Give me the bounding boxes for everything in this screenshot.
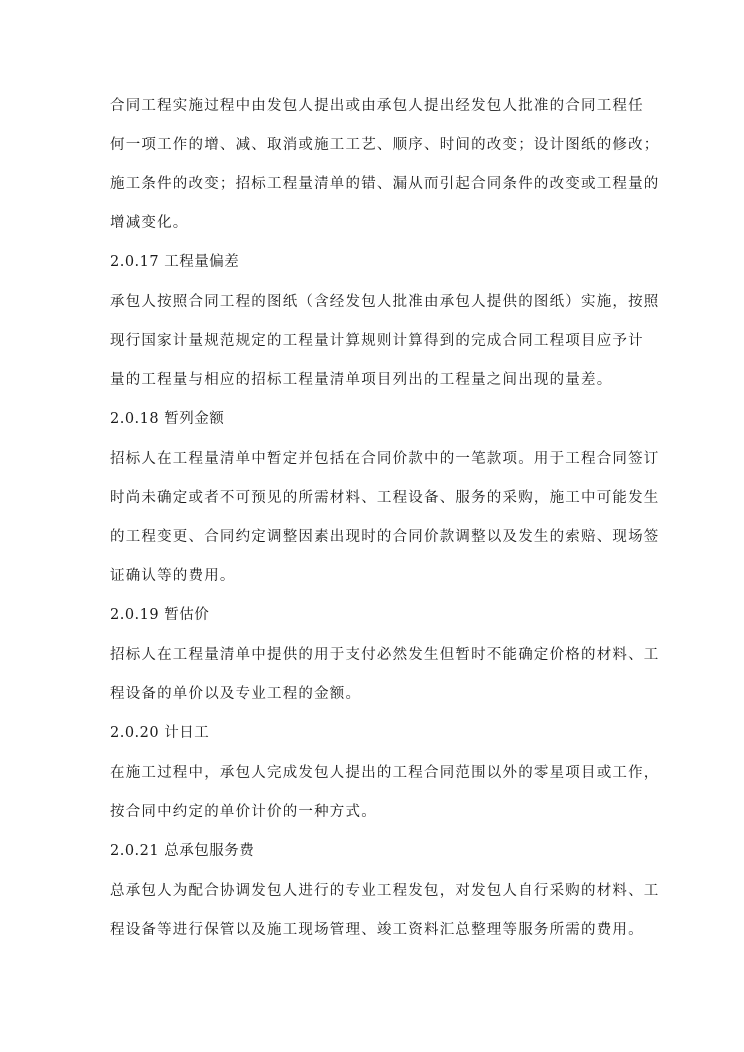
intro-line-2: 何一项工作的增、减、取消或施工工艺、顺序、时间的改变；设计图纸的修改；	[110, 137, 660, 153]
section-heading-2-0-20: 2.0.20 计日工	[110, 725, 210, 741]
paragraph-line: 的工程变更、合同约定调整因素出现时的合同价款调整以及发生的索赔、现场签	[110, 529, 660, 545]
paragraph-line: 承包人按照合同工程的图纸（含经发包人批准由承包人提供的图纸）实施，按照	[110, 294, 660, 310]
paragraph-line: 证确认等的费用。	[110, 568, 236, 584]
paragraph-line: 时尚未确定或者不可预见的所需材料、工程设备、服务的采购，施工中可能发生	[110, 490, 660, 506]
paragraph-line: 程设备的单价以及专业工程的金额。	[110, 686, 362, 702]
section-heading-2-0-18: 2.0.18 暂列金额	[110, 411, 225, 427]
intro-line-4: 增减变化。	[110, 215, 189, 231]
section-heading-2-0-17: 2.0.17 工程量偏差	[110, 254, 240, 270]
paragraph-line: 招标人在工程量清单中提供的用于支付必然发生但暂时不能确定价格的材料、工	[110, 647, 660, 663]
paragraph-line: 按合同中约定的单价计价的一种方式。	[110, 804, 377, 820]
section-heading-2-0-21: 2.0.21 总承包服务费	[110, 843, 255, 859]
paragraph-line: 现行国家计量规范规定的工程量计算规则计算得到的完成合同工程项目应予计	[110, 333, 644, 349]
section-heading-2-0-19: 2.0.19 暂估价	[110, 607, 210, 623]
intro-line-3: 施工条件的改变；招标工程量清单的错、漏从而引起合同条件的改变或工程量的	[110, 176, 660, 192]
paragraph-line: 程设备等进行保管以及施工现场管理、竣工资料汇总整理等服务所需的费用。	[110, 922, 644, 938]
paragraph-line: 招标人在工程量清单中暂定并包括在合同价款中的一笔款项。用于工程合同签订	[110, 451, 660, 467]
paragraph-line: 在施工过程中，承包人完成发包人提出的工程合同范围以外的零星项目或工作，	[110, 765, 660, 781]
intro-line-1: 合同工程实施过程中由发包人提出或由承包人提出经发包人批准的合同工程任	[110, 98, 644, 114]
paragraph-line: 量的工程量与相应的招标工程量清单项目列出的工程量之间出现的量差。	[110, 372, 613, 388]
paragraph-line: 总承包人为配合协调发包人进行的专业工程发包，对发包人自行采购的材料、工	[110, 883, 660, 899]
